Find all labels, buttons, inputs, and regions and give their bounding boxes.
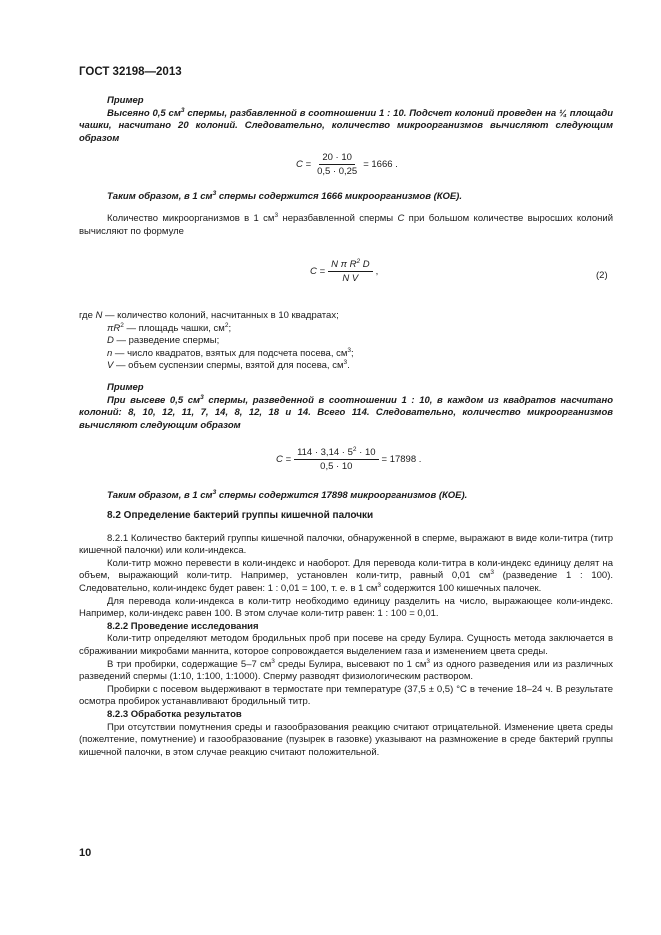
example-text: Высеяно 0,5 $см^3$ спермы, разбавленной в соотношении 1 : 10. Подсчет колоний проведен на ¼ площади чашки, насчитано 20 колоний. Следовательно, количество микроорганизмов вычисляют следующим образом [79,106,613,144]
example-1 [79,95,613,145]
paragraph: Для перевода коли-индекса в коли-титр необходимо единицу разделить на число, выражающее коли-индекс. Например, коли-индекс равен 100. В этом случае коли-титр равен: 1 : 100 = 0,01. [79,595,613,620]
definition-item: V — объем суспензии спермы, взятой для посева, $см^3$. [107,359,350,372]
paragraph: Коли-титр определяют методом бродильных проб при посеве на среду Булира. Сущность метода заключается в сбраживании микробами маннита, которое сопровождается выделением газа и изменением цвета среды. [79,633,613,657]
paragraph: Пробирки с посевом выдерживают в термостате при температуре (37,5 ± 0,5) °С в течение 18–24 ч. В результате осмотра пробирок устанавливают бродильный титр. [79,683,613,708]
example-label: Пример [107,95,144,106]
formula-number: (2) [596,270,608,281]
definition-item: D — разведение спермы; [107,335,220,347]
fraction-denominator: 0,5 · 10 [320,461,353,472]
definition-item: где N — количество колоний, насчитанных в 10 квадратах; [79,310,339,321]
fraction-denominator: N V [342,273,359,284]
fraction-denominator: 0,5 · 0,25 [317,166,358,177]
paragraph: Коли-титр можно перевести в коли-индекс и наоборот. Для перевода коли-титра в коли-индекс единицу делят на объем, выражающий коли-титр. Например, установлен коли-титр, равный 0,01 $см^3$ (разведение 1 : 100). Следовательно, коли-индекс будет равен: 1 : 0,01 = 100, т. е. в 1 $см^3$ содержится 100 кишечных палочек. [79,557,613,594]
formula-2: C = $\frac{N \pi R^2 D}{\text{N V}}$ , [310,258,379,284]
example-label: Пример [107,382,144,393]
fraction-numerator: N π $R^2$ D [328,259,373,272]
definitions-list [79,310,613,373]
document-header: ГОСТ 32198—2013 [79,66,182,78]
paragraph: В три пробирки, содержащие 5–7 $см^3$ среды Булира, высевают по 1 $см^3$ из одного разведения или из различных разведений спермы (1:10, 1:100, 1:1000). Сперму разводят физиологическим раствором. [79,657,613,683]
section-heading: 8.2.3 Обработка результатов [107,708,242,720]
example-1-conclusion: Таким образом, в 1 $см^3$ спермы содержится 1666 микроорганизмов (КОЕ). [107,190,462,202]
example-2 [79,382,613,432]
definition-item: $\pi R^2$ — площадь чашки, $см^2$; [107,321,232,334]
section-8-2 [79,510,613,759]
fraction-numerator: 20 · 10 [319,152,355,165]
example-2-conclusion: Таким образом, в 1 $см^3$ спермы содержится 17898 микроорганизмов (КОЕ). [107,489,468,501]
example-text: При высеве 0,5 $см^3$ спермы, разведенной в соотношении 1 : 10, в каждом из квадратов насчитано колоний: 8, 10, 12, 11, 7, 14, 8, 12, 18 и 14. Всего 114. Следовательно, количество микроорганизмов вычисляют следующим образом [79,393,613,431]
section-heading: 8.2.2 Проведение исследования [107,620,259,632]
page-number: 10 [79,847,92,859]
section-heading: 8.2 Определение бактерий группы кишечной палочки [107,510,374,521]
definition-item: n — число квадратов, взятых для подсчета посева, $см^3$; [107,346,354,359]
paragraph-count: Количество микроорганизмов в 1 $см^3$ неразбавленной спермы C при большом количестве выросших колоний вычисляют по формуле [79,212,613,237]
paragraph: При отсутствии помутнения среды и газообразования реакцию считают отрицательной. Изменение цвета среды (пожелтение, помутнение) и газообразование (пузырек в газовке) указывают на размножение в среде бактерий группы кишечной палочки, в этом случае реакцию считают положительной. [79,721,613,758]
formula-example-1: C = $\frac{20 \cdot 10}{0,5 \cdot 0,25}$ = 1666 . [296,152,398,177]
paragraph: 8.2.1 Количество бактерий группы кишечной палочки, обнаруженной в сперме, выражают в виде коли-титра (титр кишечной палочки) или коли-индекса. [79,532,613,557]
formula-example-2: C = $\frac{114 \cdot 3,14 \cdot 5^2 \cdot 10}{0,5 \cdot 10}$ = 17898 . [276,446,422,472]
fraction-numerator: $114 \cdot 3,14 \cdot 5^2 \cdot 10$ [294,447,378,460]
